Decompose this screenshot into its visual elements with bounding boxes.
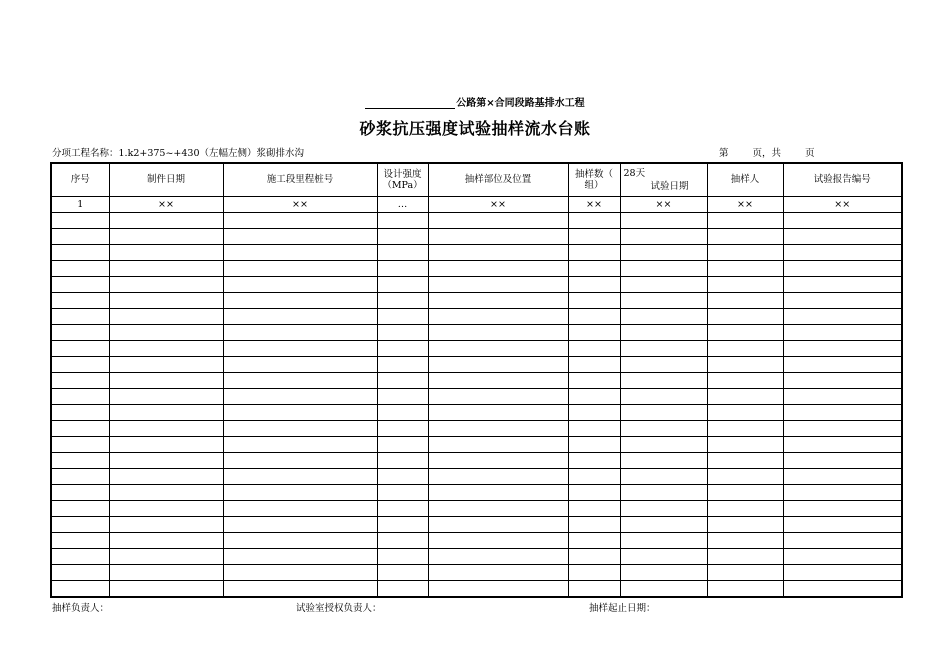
table-row	[51, 469, 902, 485]
table-row	[51, 276, 902, 292]
table-row	[51, 517, 902, 533]
table-cell	[707, 469, 783, 485]
table-cell	[223, 517, 377, 533]
table-cell	[51, 260, 109, 276]
table-cell	[51, 276, 109, 292]
table-row	[51, 292, 902, 308]
table-cell	[620, 469, 707, 485]
col-header-28day-line1: 28天	[623, 168, 646, 179]
table-cell	[428, 324, 568, 340]
table-cell	[51, 340, 109, 356]
col-header-sampler: 抽样人	[707, 163, 783, 196]
sampler-lead-label: 抽样负责人：	[52, 603, 110, 614]
table-cell	[109, 436, 223, 452]
table-cell	[51, 356, 109, 372]
col-header-sample-count	[568, 163, 620, 196]
table-cell	[783, 469, 902, 485]
table-row	[51, 196, 902, 212]
table-cell	[707, 581, 783, 597]
table-cell	[428, 549, 568, 565]
table-cell	[109, 517, 223, 533]
table-cell	[568, 340, 620, 356]
table-cell	[783, 388, 902, 404]
table-cell	[377, 453, 428, 469]
col-header-28day-test-date	[620, 163, 707, 196]
table-cell	[783, 244, 902, 260]
table-cell	[51, 404, 109, 420]
table-cell: ××	[783, 196, 902, 212]
table-cell	[109, 453, 223, 469]
table-cell	[707, 565, 783, 581]
col-header-sample-count-line1: 抽样数（	[574, 168, 613, 180]
table-cell	[783, 501, 902, 517]
table-cell	[377, 549, 428, 565]
table-cell	[109, 420, 223, 436]
table-cell	[620, 228, 707, 244]
table-cell	[223, 340, 377, 356]
table-cell	[568, 212, 620, 228]
table-cell	[51, 420, 109, 436]
table-cell	[707, 228, 783, 244]
table-cell: ××	[109, 196, 223, 212]
table-cell	[109, 533, 223, 549]
table-cell	[707, 436, 783, 452]
table-cell	[707, 308, 783, 324]
page-counter	[719, 145, 815, 159]
col-header-28day-line2: 试验日期	[650, 181, 689, 192]
table-cell	[223, 212, 377, 228]
table-cell	[707, 388, 783, 404]
table-cell	[109, 485, 223, 501]
table-cell	[620, 212, 707, 228]
table-cell	[51, 292, 109, 308]
table-row	[51, 581, 902, 597]
table-cell	[109, 276, 223, 292]
table-cell	[707, 356, 783, 372]
table-cell	[223, 260, 377, 276]
table-cell	[428, 276, 568, 292]
table-cell	[223, 404, 377, 420]
table-cell	[377, 565, 428, 581]
table-cell	[223, 565, 377, 581]
col-header-design-strength-line1: 设计强度	[383, 168, 422, 180]
table-cell	[223, 581, 377, 597]
table-row	[51, 212, 902, 228]
table-cell	[428, 453, 568, 469]
table-cell	[377, 212, 428, 228]
table-cell	[783, 533, 902, 549]
table-cell	[568, 517, 620, 533]
table-cell	[377, 308, 428, 324]
table-cell	[620, 453, 707, 469]
table-cell	[377, 581, 428, 597]
table-cell	[109, 228, 223, 244]
table-cell	[109, 565, 223, 581]
col-header-report-no: 试验报告编号	[783, 163, 902, 196]
table-cell	[223, 372, 377, 388]
col-header-sample-count-line2: 组）	[584, 179, 604, 191]
project-heading	[0, 94, 950, 109]
table-row	[51, 533, 902, 549]
table-cell	[51, 388, 109, 404]
table-cell	[568, 276, 620, 292]
table-cell	[51, 308, 109, 324]
table-header-row	[51, 163, 902, 196]
table-cell	[620, 244, 707, 260]
table-cell	[707, 420, 783, 436]
table-cell	[707, 501, 783, 517]
table-cell	[783, 356, 902, 372]
subitem-name: 分项工程名称：1.k2+375~+430（左幅左侧）浆砌排水沟	[52, 148, 305, 159]
table-cell: …	[377, 196, 428, 212]
table-cell	[109, 292, 223, 308]
table-cell	[428, 244, 568, 260]
table-cell	[707, 549, 783, 565]
table-cell	[377, 244, 428, 260]
table-cell	[51, 469, 109, 485]
table-cell	[707, 260, 783, 276]
table-row	[51, 453, 902, 469]
page-label-di: 第	[719, 148, 729, 159]
col-header-design-strength	[377, 163, 428, 196]
project-suffix: 公路第×合同段路基排水工程	[456, 98, 585, 109]
table-cell	[707, 372, 783, 388]
table-cell	[428, 565, 568, 581]
table-cell: ××	[707, 196, 783, 212]
table-cell	[783, 453, 902, 469]
table-cell	[109, 501, 223, 517]
table-cell	[377, 469, 428, 485]
table-row	[51, 404, 902, 420]
sampling-ledger-table	[50, 162, 903, 598]
table-cell	[568, 436, 620, 452]
table-cell	[377, 356, 428, 372]
table-cell	[783, 324, 902, 340]
table-cell	[783, 292, 902, 308]
table-cell	[568, 469, 620, 485]
table-cell	[223, 436, 377, 452]
table-row	[51, 228, 902, 244]
table-cell	[783, 485, 902, 501]
table-row	[51, 372, 902, 388]
table-cell	[620, 340, 707, 356]
col-header-design-strength-line2: （MPa）	[382, 179, 423, 191]
table-cell	[707, 485, 783, 501]
table-cell	[783, 565, 902, 581]
table-cell	[51, 549, 109, 565]
table-cell	[620, 501, 707, 517]
table-cell	[568, 404, 620, 420]
table-cell	[568, 372, 620, 388]
table-row	[51, 485, 902, 501]
table-cell	[620, 436, 707, 452]
table-cell	[51, 581, 109, 597]
table-cell	[223, 453, 377, 469]
table-cell	[620, 485, 707, 501]
table-row	[51, 260, 902, 276]
table-cell	[428, 260, 568, 276]
table-cell	[428, 388, 568, 404]
table-cell	[568, 292, 620, 308]
table-cell: ××	[568, 196, 620, 212]
col-header-station: 施工段里程桩号	[223, 163, 377, 196]
table-cell	[568, 420, 620, 436]
table-cell	[707, 244, 783, 260]
table-row	[51, 420, 902, 436]
col-header-make-date: 制件日期	[109, 163, 223, 196]
table-cell	[428, 356, 568, 372]
table-cell	[568, 485, 620, 501]
table-cell	[620, 308, 707, 324]
table-cell	[568, 581, 620, 597]
table-cell	[223, 501, 377, 517]
page-label-ye-gong: 页，共	[752, 148, 782, 159]
table-cell: ××	[223, 196, 377, 212]
table-cell	[428, 533, 568, 549]
table-cell	[620, 549, 707, 565]
table-cell	[707, 404, 783, 420]
table-row	[51, 244, 902, 260]
table-cell	[51, 436, 109, 452]
table-cell	[51, 533, 109, 549]
table-cell	[620, 517, 707, 533]
sampling-dates-label: 抽样起止日期：	[589, 603, 656, 614]
table-cell	[620, 581, 707, 597]
table-cell: ××	[620, 196, 707, 212]
table-cell	[783, 420, 902, 436]
table-cell	[783, 549, 902, 565]
table-cell	[223, 388, 377, 404]
table-cell	[109, 388, 223, 404]
table-cell	[707, 212, 783, 228]
table-cell	[707, 324, 783, 340]
table-cell	[620, 565, 707, 581]
table-cell	[377, 388, 428, 404]
table-cell	[707, 276, 783, 292]
table-cell	[109, 404, 223, 420]
table-cell	[377, 404, 428, 420]
table-cell	[223, 533, 377, 549]
table-cell	[223, 356, 377, 372]
table-cell	[707, 517, 783, 533]
table-cell	[109, 260, 223, 276]
table-cell	[51, 324, 109, 340]
table-row	[51, 324, 902, 340]
table-cell	[707, 292, 783, 308]
table-cell	[223, 228, 377, 244]
table-cell	[223, 469, 377, 485]
table-cell	[377, 276, 428, 292]
table-cell	[51, 244, 109, 260]
table-cell	[223, 549, 377, 565]
table-cell	[428, 372, 568, 388]
project-name-blank	[365, 98, 455, 109]
table-cell	[428, 485, 568, 501]
table-cell	[783, 372, 902, 388]
table-cell	[620, 372, 707, 388]
table-cell	[428, 501, 568, 517]
table-cell	[783, 260, 902, 276]
table-cell	[109, 581, 223, 597]
table-cell	[568, 260, 620, 276]
table-cell	[428, 340, 568, 356]
table-cell	[568, 453, 620, 469]
table-cell	[620, 533, 707, 549]
table-cell	[428, 308, 568, 324]
page-title: 砂浆抗压强度试验抽样流水台账	[359, 119, 591, 138]
table-cell	[51, 372, 109, 388]
table-cell	[428, 581, 568, 597]
table-cell	[109, 372, 223, 388]
col-header-sample-location: 抽样部位及位置	[428, 163, 568, 196]
table-cell	[620, 276, 707, 292]
table-cell	[109, 244, 223, 260]
lab-authorized-label: 试验室授权负责人：	[296, 603, 382, 614]
table-cell: 1	[51, 196, 109, 212]
table-cell	[51, 228, 109, 244]
table-cell	[377, 324, 428, 340]
table-row	[51, 501, 902, 517]
table-cell	[109, 469, 223, 485]
table-cell	[620, 292, 707, 308]
table-cell	[109, 324, 223, 340]
table-cell	[223, 244, 377, 260]
table-cell	[783, 517, 902, 533]
table-row	[51, 388, 902, 404]
table-cell	[620, 420, 707, 436]
table-cell	[428, 420, 568, 436]
col-header-seq: 序号	[51, 163, 109, 196]
table-cell	[377, 292, 428, 308]
table-row	[51, 436, 902, 452]
table-row	[51, 356, 902, 372]
table-row	[51, 549, 902, 565]
table-cell	[223, 308, 377, 324]
table-cell	[109, 340, 223, 356]
table-cell	[568, 533, 620, 549]
table-cell	[51, 453, 109, 469]
table-cell	[620, 356, 707, 372]
table-cell	[377, 260, 428, 276]
table-cell	[707, 533, 783, 549]
table-cell	[568, 388, 620, 404]
table-cell	[377, 485, 428, 501]
table-cell	[428, 436, 568, 452]
table-cell	[783, 404, 902, 420]
table-body	[51, 196, 902, 597]
table-cell	[51, 212, 109, 228]
table-row	[51, 340, 902, 356]
table-cell	[783, 276, 902, 292]
table-cell	[707, 340, 783, 356]
table-cell	[428, 469, 568, 485]
table-cell	[428, 517, 568, 533]
table-cell: ××	[428, 196, 568, 212]
table-cell	[109, 549, 223, 565]
table-cell	[428, 292, 568, 308]
table-cell	[568, 501, 620, 517]
table-cell	[377, 372, 428, 388]
table-cell	[428, 228, 568, 244]
table-cell	[51, 565, 109, 581]
table-cell	[620, 260, 707, 276]
table-cell	[377, 533, 428, 549]
table-cell	[109, 308, 223, 324]
table-cell	[783, 228, 902, 244]
table-cell	[109, 356, 223, 372]
table-cell	[783, 340, 902, 356]
table-cell	[568, 228, 620, 244]
table-cell	[783, 436, 902, 452]
table-cell	[783, 308, 902, 324]
table-cell	[568, 308, 620, 324]
table-cell	[568, 565, 620, 581]
table-cell	[377, 340, 428, 356]
table-row	[51, 565, 902, 581]
table-cell	[783, 581, 902, 597]
table-cell	[428, 212, 568, 228]
table-cell	[223, 420, 377, 436]
table-cell	[568, 356, 620, 372]
table-cell	[377, 501, 428, 517]
table-cell	[428, 404, 568, 420]
table-cell	[620, 324, 707, 340]
table-cell	[109, 212, 223, 228]
table-cell	[568, 324, 620, 340]
table-cell	[620, 404, 707, 420]
table-cell	[377, 228, 428, 244]
table-cell	[223, 485, 377, 501]
table-cell	[51, 501, 109, 517]
table-cell	[51, 485, 109, 501]
page-label-ye: 页	[805, 148, 815, 159]
table-cell	[568, 549, 620, 565]
table-cell	[377, 436, 428, 452]
table-cell	[707, 453, 783, 469]
table-cell	[51, 517, 109, 533]
table-cell	[377, 420, 428, 436]
table-cell	[223, 292, 377, 308]
table-row	[51, 308, 902, 324]
table-cell	[620, 388, 707, 404]
table-cell	[377, 517, 428, 533]
table-cell	[783, 212, 902, 228]
table-cell	[223, 276, 377, 292]
table-cell	[568, 244, 620, 260]
table-cell	[223, 324, 377, 340]
